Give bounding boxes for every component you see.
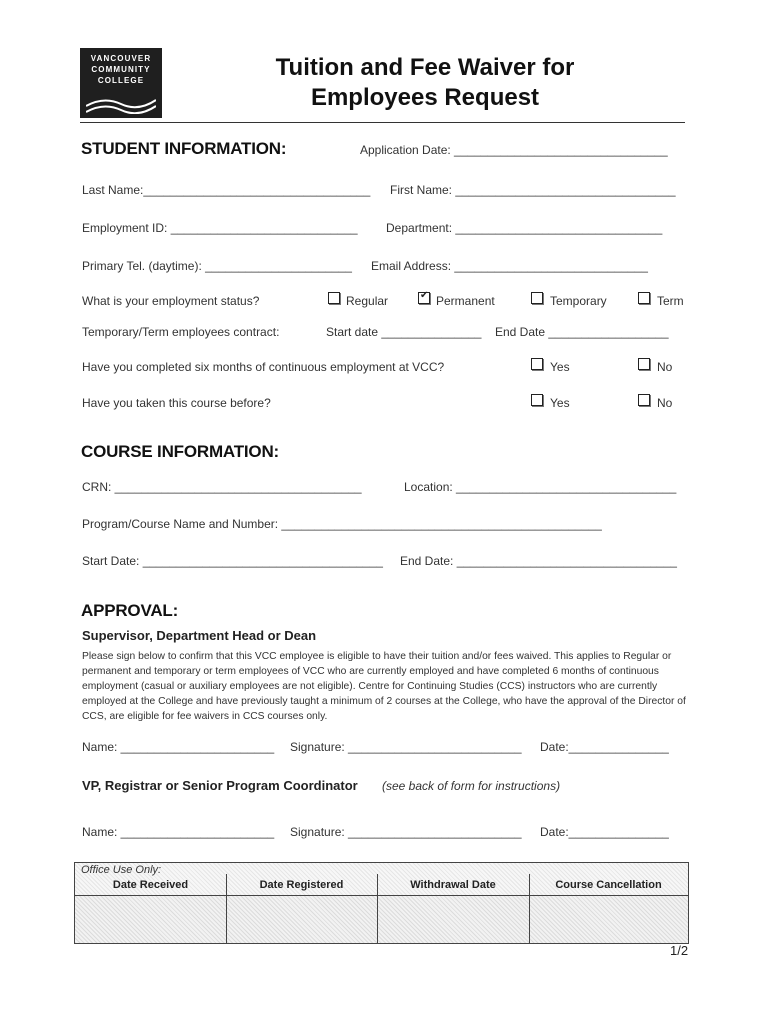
employment-id-field[interactable]: Employment ID: ____________________________ <box>82 221 358 235</box>
department-field[interactable]: Department: _______________________________ <box>386 221 663 235</box>
supervisor-name-field[interactable]: Name: _______________________ <box>82 740 275 754</box>
wave-icon <box>86 92 156 114</box>
location-field[interactable]: Location: _________________________________ <box>404 480 677 494</box>
taken-before-question: Have you taken this course before? <box>82 396 271 410</box>
vp-note: (see back of form for instructions) <box>382 779 561 793</box>
employment-status-question: What is your employment status? <box>82 294 260 308</box>
contract-end-date-field[interactable]: End Date __________________ <box>495 325 669 339</box>
course-start-date-field[interactable]: Start Date: ____________________________________ <box>82 554 383 568</box>
vp-name-field[interactable]: Name: _______________________ <box>82 825 275 839</box>
col-date-received: Date Received <box>112 879 189 891</box>
status-term-checkbox[interactable] <box>638 292 650 304</box>
contract-start-date-field[interactable]: Start date _______________ <box>326 325 482 339</box>
vp-heading: VP, Registrar or Senior Program Coordinator <box>82 778 358 793</box>
taken-before-no-checkbox[interactable] <box>638 394 650 406</box>
supervisor-signature-field[interactable]: Signature: __________________________ <box>290 740 522 754</box>
last-name-field[interactable]: Last Name:__________________________________ <box>82 183 371 197</box>
status-regular-checkbox[interactable] <box>328 292 340 304</box>
six-months-no-checkbox[interactable] <box>638 358 650 370</box>
office-use-table <box>74 862 689 944</box>
status-regular-label: Regular <box>346 294 389 308</box>
course-info-heading: COURSE INFORMATION: <box>81 442 279 461</box>
crn-field[interactable]: CRN: _____________________________________ <box>82 480 362 494</box>
logo-line-2: COMMUNITY <box>91 65 151 74</box>
six-months-yes-checkbox[interactable] <box>531 358 543 370</box>
office-use-body-row <box>75 895 688 943</box>
page-number: 1/2 <box>670 943 689 958</box>
six-months-no-label: No <box>657 360 673 374</box>
first-name-field[interactable]: First Name: _________________________________ <box>390 183 676 197</box>
approval-heading: APPROVAL: <box>81 601 179 620</box>
office-use-caption: Office Use Only: <box>81 864 162 876</box>
vp-signature-field[interactable]: Signature: __________________________ <box>290 825 522 839</box>
taken-before-yes-label: Yes <box>550 396 570 410</box>
vcc-logo <box>80 48 162 118</box>
primary-tel-field[interactable]: Primary Tel. (daytime): ______________________ <box>82 259 352 273</box>
logo-line-3: COLLEGE <box>97 76 145 85</box>
vp-date-field[interactable]: Date:_______________ <box>540 825 669 839</box>
title-divider <box>80 122 685 123</box>
contract-label: Temporary/Term employees contract: <box>82 325 280 339</box>
student-info-heading: STUDENT INFORMATION: <box>81 139 287 158</box>
col-course-cancellation: Course Cancellation <box>555 879 662 891</box>
form-title-line-2: Employees Request <box>310 84 540 111</box>
supervisor-heading: Supervisor, Department Head or Dean <box>82 628 317 643</box>
course-end-date-field[interactable]: End Date: _________________________________ <box>400 554 677 568</box>
six-months-question: Have you completed six months of continuous employment at VCC? <box>82 360 445 374</box>
six-months-yes-label: Yes <box>550 360 570 374</box>
col-withdrawal-date: Withdrawal Date <box>410 879 496 891</box>
program-course-field[interactable]: Program/Course Name and Number: ________________________________________________ <box>82 517 602 531</box>
email-field[interactable]: Email Address: _____________________________ <box>371 259 648 273</box>
status-permanent-checkbox[interactable] <box>418 292 430 304</box>
taken-before-no-label: No <box>657 396 673 410</box>
status-temporary-checkbox[interactable] <box>531 292 543 304</box>
eligibility-paragraph: Please sign below to confirm that this VCC employee is eligible to have their tuition and/or fees waived. This applies to Regular or permanent and temporary or term employees of VCC who are currently employed and have completed 6 months of continuous employment (casual or auxiliary employees are not eligible). Centre for Continuing Studies (CCS) instructors who are currently employed at the College and have previously taught a minimum of 2 courses at the College, who have the approval of the Director of CCS, are eligible for fee waivers in CCS courses only. <box>82 651 686 722</box>
status-temporary-label: Temporary <box>550 294 607 308</box>
status-permanent-label: Permanent <box>436 294 495 308</box>
col-date-registered: Date Registered <box>259 879 344 891</box>
taken-before-yes-checkbox[interactable] <box>531 394 543 406</box>
supervisor-date-field[interactable]: Date:_______________ <box>540 740 669 754</box>
status-term-label: Term <box>657 294 684 308</box>
application-date-field[interactable]: Application Date: ________________________________ <box>360 143 668 157</box>
office-use-row-divider <box>75 895 688 896</box>
logo-line-1: VANCOUVER <box>90 54 152 63</box>
form-title-line-1: Tuition and Fee Waiver for <box>275 54 575 81</box>
